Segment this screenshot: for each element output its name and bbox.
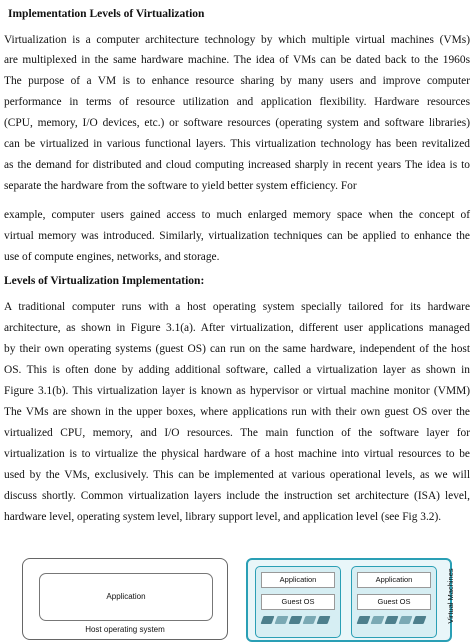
paragraph-line: The purpose of a VM is to enhance resource sharing by many users and improve computer <box>4 75 470 87</box>
paragraph-line: OS. This is often done by adding additional software, called a virtualization layer as shown in <box>4 364 470 376</box>
paragraph-line: The VMs are shown in the upper boxes, where applications run with their own guest OS over the <box>4 406 470 418</box>
virtualization-figure <box>0 556 474 632</box>
host-os-label: Host operating system <box>85 625 165 634</box>
subsection-title: Levels of Virtualization Implementation: <box>4 275 205 287</box>
paragraph-line: by their own operating systems (guest OS) can run on the same hardware, independent of the host <box>4 343 470 355</box>
paragraph-line: hardware level, operating system level, library support level, and application level (see Fig 3.2). <box>4 511 442 523</box>
virtual-machine-box <box>255 566 341 638</box>
paragraph-line: discuss shortly. Common virtualization layers include the instruction set architecture (ISA) level, <box>4 490 470 502</box>
paragraph-line: architecture, as shown in Figure 3.1(a). After virtualization, different user applications managed <box>4 322 470 334</box>
application-box: Application <box>39 573 213 621</box>
paragraph-line: used by the VMs, exclusively. This can be implemented at various operational levels, as we will <box>4 469 470 481</box>
hardware-chips-icon <box>262 616 334 626</box>
hardware-chips-icon <box>358 616 430 626</box>
paragraph-line: performance in terms of resource utilization and application flexibility. Hardware resources <box>4 96 470 108</box>
paragraph-line: example, computer users gained access to much enlarged memory space when the concept of <box>4 209 470 221</box>
paragraph-line: separate the hardware from the software to yield better system efficiency. For <box>4 180 357 192</box>
vm-application-box: Application <box>261 572 335 588</box>
virtual-machines-label: Virtual Machines <box>446 568 455 624</box>
virtualized-computer-diagram <box>246 558 455 642</box>
paragraph-line: are multiplexed in the same hardware machine. The idea of VMs can be dated back to the 1960s <box>4 54 470 66</box>
virtual-machine-box <box>351 566 437 638</box>
paragraph-line: (CPU, memory, I/O devices, etc.) or software resources (operating system and software libraries) <box>4 117 470 129</box>
paragraph-line: Figure 3.1(b). This virtualization layer is known as hypervisor or virtual machine monitor (VMM) <box>4 385 470 397</box>
paragraph-line: virtual memory was introduced. Similarly, virtualization techniques can be applied to enhance the <box>4 230 470 242</box>
paragraph-line: use of compute engines, networks, and storage. <box>4 251 220 263</box>
vm-guest-os-box: Guest OS <box>261 594 335 610</box>
paragraph-line: can be virtualized in various functional layers. This virtualization technology has been revitalized <box>4 138 470 150</box>
vm-guest-os-box: Guest OS <box>357 594 431 610</box>
section-title: Implementation Levels of Virtualization <box>8 8 205 20</box>
paragraph-line: as the demand for distributed and cloud computing increased sharply in recent years The idea is to <box>4 159 470 171</box>
vm-application-box: Application <box>357 572 431 588</box>
paragraph-line: A traditional computer runs with a host operating system specially tailored for its hardware <box>4 301 470 313</box>
paragraph-line: virtualization is to virtualize the physical hardware of a host machine into virtual resources to be <box>4 448 470 460</box>
paragraph-line: Virtualization is a computer architecture technology by which multiple virtual machines (VMs) <box>4 34 470 46</box>
traditional-computer-diagram <box>22 558 228 640</box>
paragraph-line: virtualized CPU, memory, and I/O resources. The main function of the software layer for <box>4 427 470 439</box>
